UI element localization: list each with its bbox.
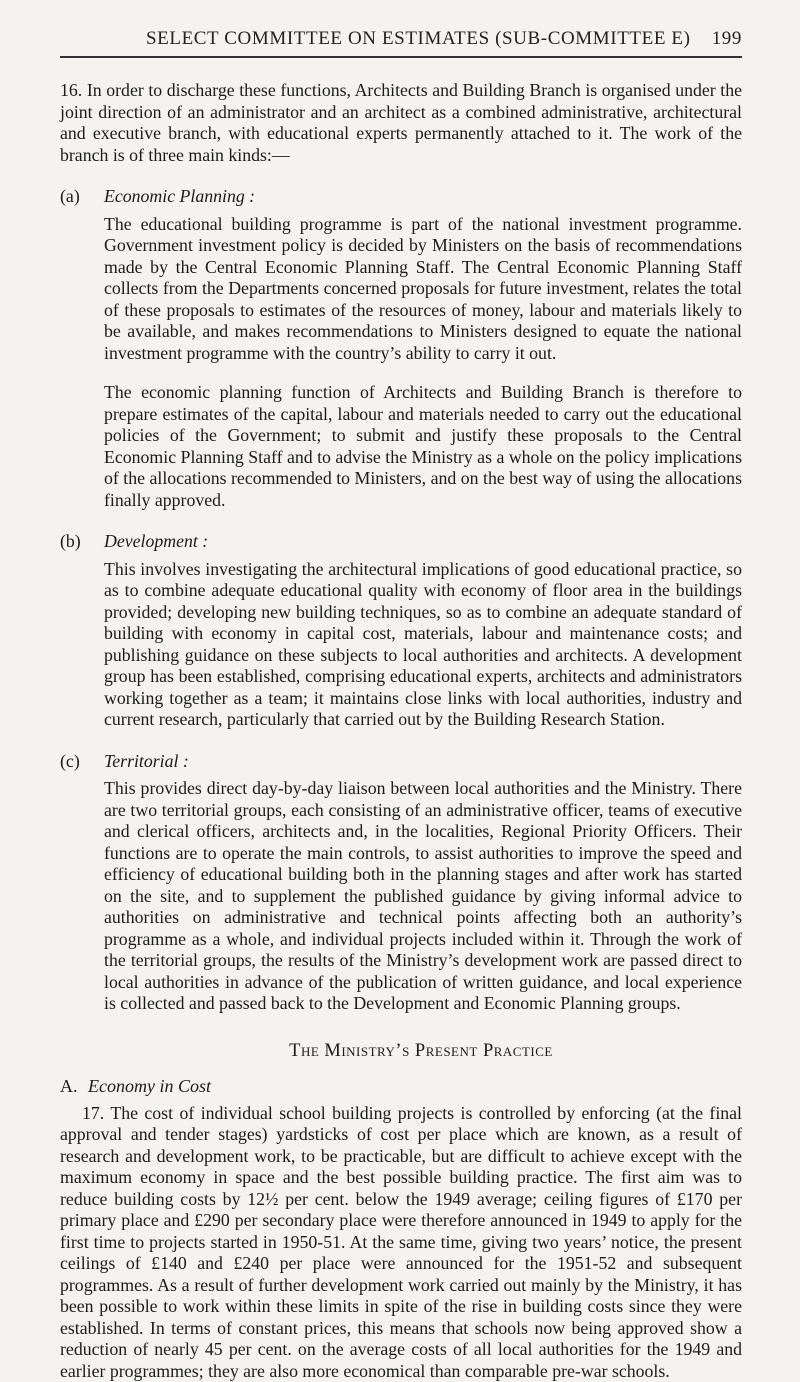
subheading	[60, 1076, 742, 1097]
section-a	[60, 186, 742, 511]
running-header	[60, 28, 742, 50]
section-c	[60, 751, 742, 1015]
section-title: Development :	[104, 531, 742, 553]
section-label: (c)	[60, 751, 104, 1015]
section-title: Territorial :	[104, 751, 742, 773]
section-label: (a)	[60, 186, 104, 511]
subheading-title: Economy in Cost	[88, 1076, 211, 1096]
header-rule	[60, 56, 742, 58]
section-paragraph: The economic planning function of Architects and Building Branch is therefore to prepare estimates of the capital, labour and materials needed to carry out the educational policies of the Government; to submit and justify these proposals to the Central Economic Planning Staff and to advise the Ministry as a whole on the policy implications of the allocations recommended to Ministers, and on the best way of using the allocations finally approved.	[104, 382, 742, 511]
paragraph-17: 17. The cost of individual school building projects is controlled by enforcing (at the final approval and tender stages) yardsticks of cost per place which are known, as a result of research and development work, to be practicable, but are difficult to achieve except with the maximum economy in space and the best possible building practice. The first aim was to reduce building costs by 12½ per cent. below the 1949 average; ceiling figures of £170 per primary place and £290 per secondary place were therefore announced in 1949 to apply for the first time to projects started in 1950-51. At the same time, giving two years’ notice, the present ceilings of £140 and £240 per place were announced for the 1951-52 and subsequent programmes. As a result of further development work carried out mainly by the Ministry, it has been possible to work within these limits in spite of the rise in building costs since they were established. In terms of constant prices, this means that schools now being approved show a reduction of nearly 45 per cent. on the average costs of all local authorities for the 1949 and earlier programmes; they are also more economical than comparable pre-war schools.	[60, 1103, 742, 1382]
section-paragraph: The educational building programme is part of the national investment programme. Government investment policy is decided by Ministers on the basis of recommendations made by the Central Economic Planning Staff. The Central Economic Planning Staff collects from the Departments concerned proposals for future investment, relates the total of these proposals to estimates of the resources of money, labour and materials likely to be available, and makes recommendations to Ministers designed to equate the national investment programme with the country’s ability to carry it out.	[104, 214, 742, 365]
section-label: (b)	[60, 531, 104, 731]
section-paragraph: This involves investigating the architectural implications of good educational practice, so as to combine adequate educational quality with economy of floor area in the buildings provided; developing new building techniques, so as to combine an adequate standard of building with economy in capital cost, materials, labour and maintenance costs; and publishing guidance on these subjects to local authorities and architects. A development group has been established, comprising educational experts, architects and administrators working together as a team; it maintains close links with local authorities, industry and current research, particularly that carried out by the Building Research Station.	[104, 559, 742, 731]
paragraph-16: 16. In order to discharge these functions, Architects and Building Branch is organised under the joint direction of an administrator and an architect as a combined administrative, architectural and executive branch, with educational experts permanently attached to it. The work of the branch is of three main kinds:—	[60, 80, 742, 166]
section-title: Economic Planning :	[104, 186, 742, 208]
section-b	[60, 531, 742, 731]
section-heading: The Ministry’s Present Practice	[100, 1041, 742, 1062]
header-title: SELECT COMMITTEE ON ESTIMATES (SUB-COMMITTEE E)	[146, 28, 691, 50]
subheading-letter: A.	[60, 1076, 88, 1097]
section-paragraph: This provides direct day-by-day liaison between local authorities and the Ministry. There are two territorial groups, each consisting of an administrative officer, teams of executive and clerical officers, architects and, in the localities, Regional Priority Officers. Their functions are to operate the main controls, to assist authorities to improve the speed and efficiency of educational building both in the planning stages and after work has started on the site, and to supplement the published guidance by giving informal advice to authorities on administrative and technical points affecting both an authority’s programme as a whole, and individual projects included within it. Through the work of the territorial groups, the results of the Ministry’s development work are passed direct to local authorities in advance of the publication of written guidance, and local experience is collected and passed back to the Development and Economic Planning groups.	[104, 778, 742, 1015]
page-number: 199	[712, 28, 742, 50]
